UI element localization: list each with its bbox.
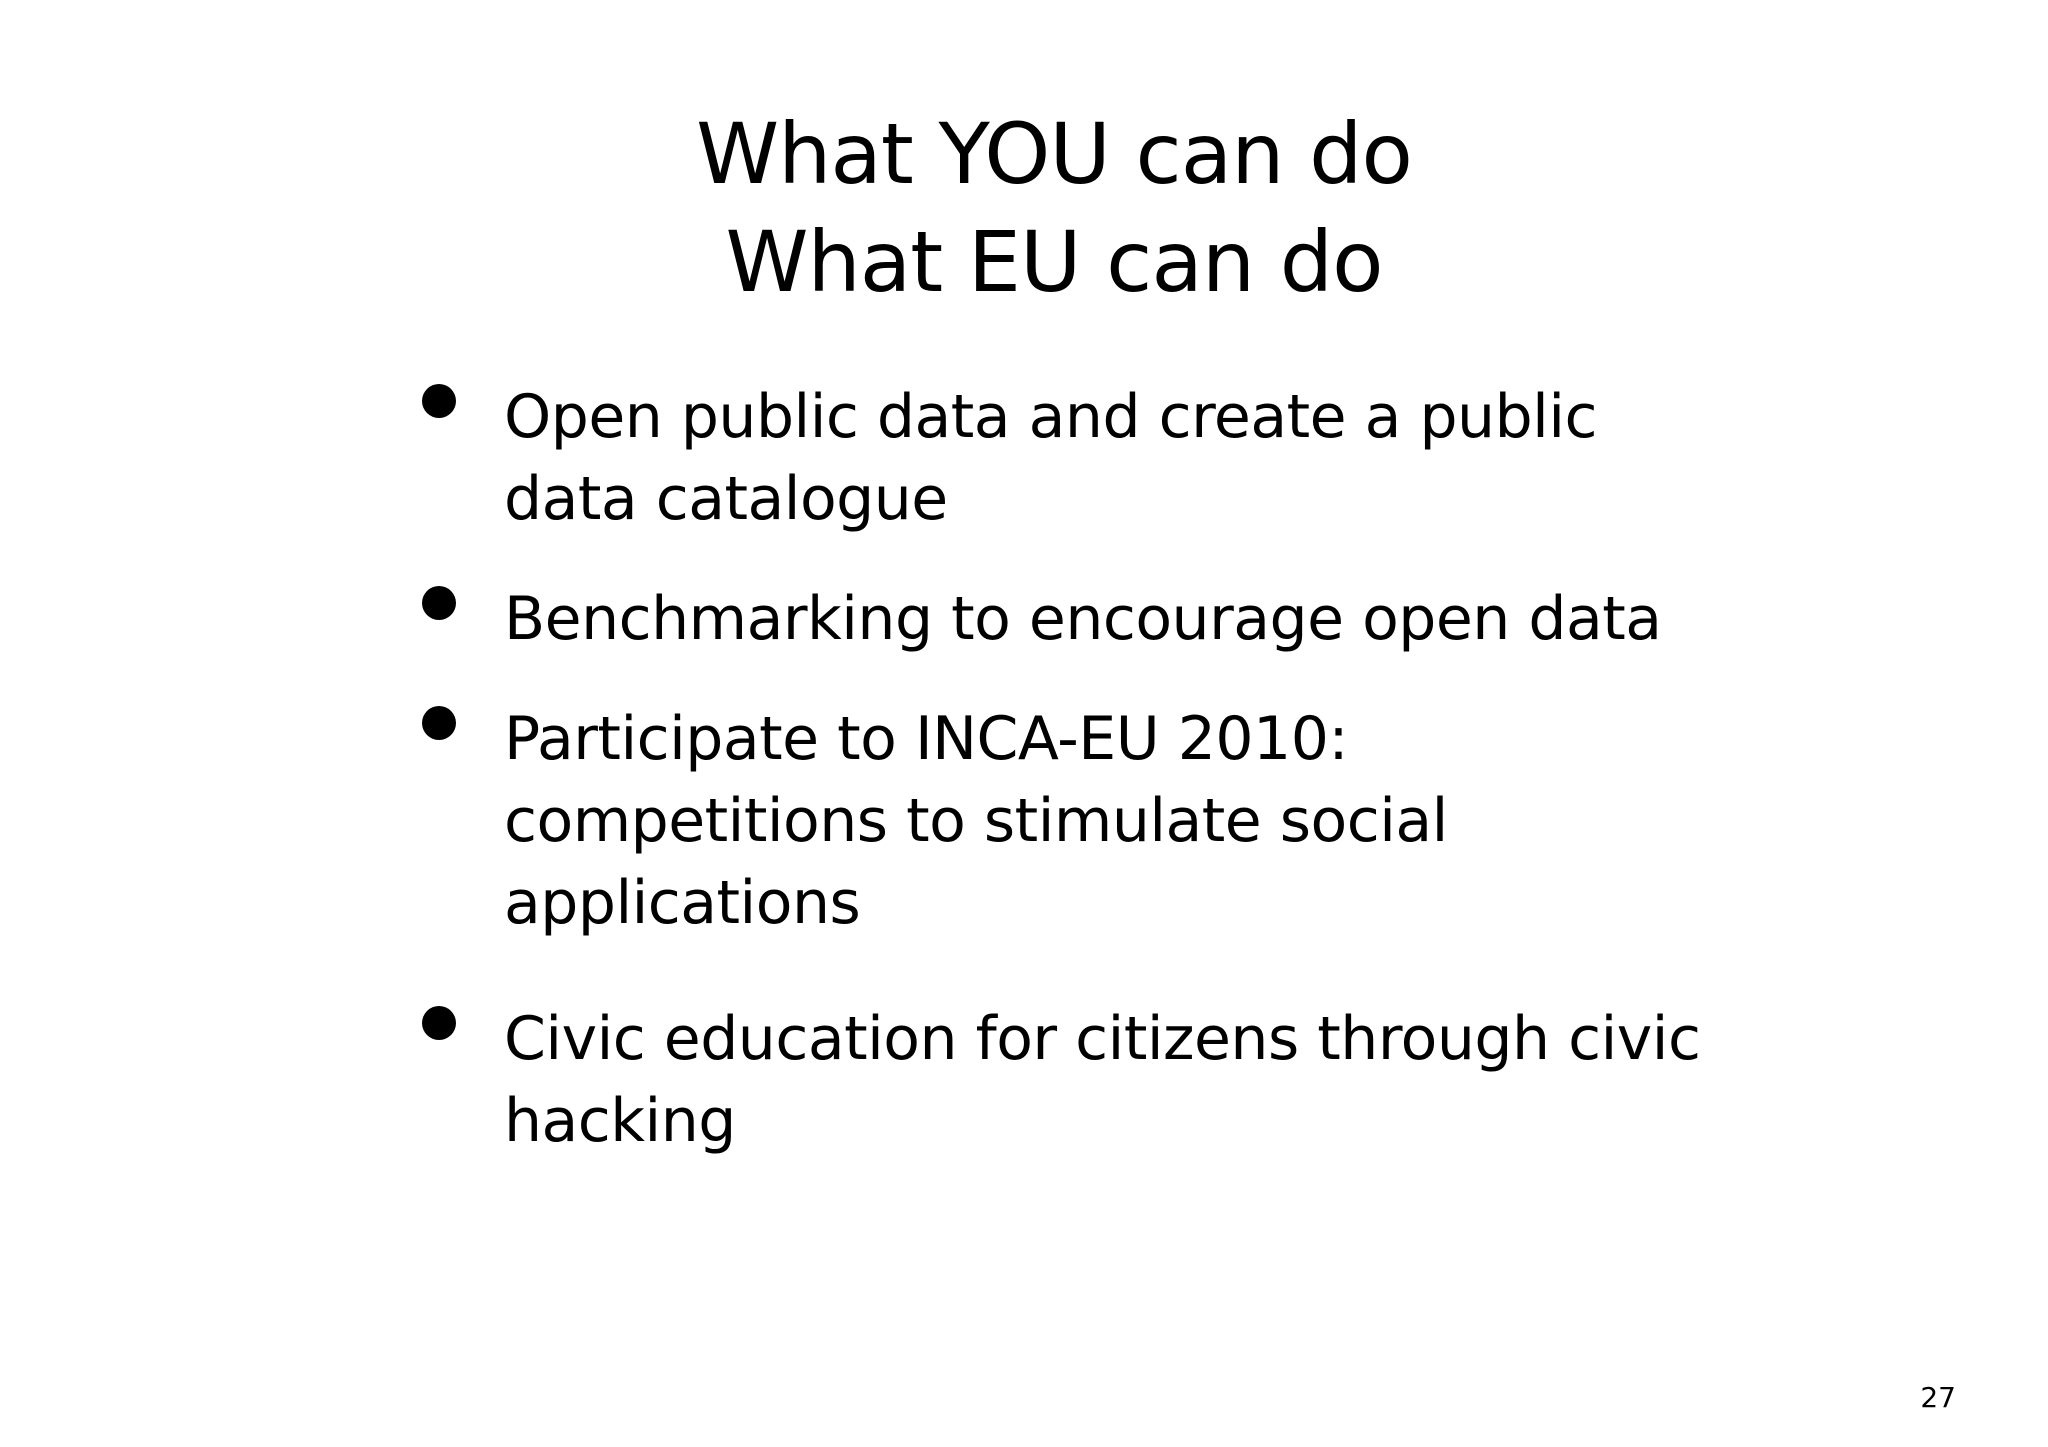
bullet-text: Open public data and create a public data catalogue <box>504 382 1597 534</box>
bullet-dot-icon <box>422 1006 456 1040</box>
bullet-dot-icon <box>422 706 456 740</box>
bullet-text: Civic education for citizens through civic hacking <box>504 1004 1701 1156</box>
bullet-dot-icon <box>422 586 456 620</box>
bullet-text: Benchmarking to encourage open data <box>504 584 1662 654</box>
bullet-dot-icon <box>422 384 456 418</box>
bullet-text: Participate to INCA-EU 2010: competitions to stimulate social applications <box>504 704 1448 938</box>
bullet-list <box>400 376 1740 1200</box>
bullet-item <box>400 698 1740 944</box>
bullet-item <box>400 578 1740 660</box>
title-line-2: What EU can do <box>725 213 1383 311</box>
title-line-1: What YOU can do <box>696 105 1412 203</box>
slide-title <box>0 100 2048 316</box>
bullet-item <box>400 998 1740 1162</box>
page-number: 27 <box>1920 1381 1956 1414</box>
bullet-item <box>400 376 1740 540</box>
